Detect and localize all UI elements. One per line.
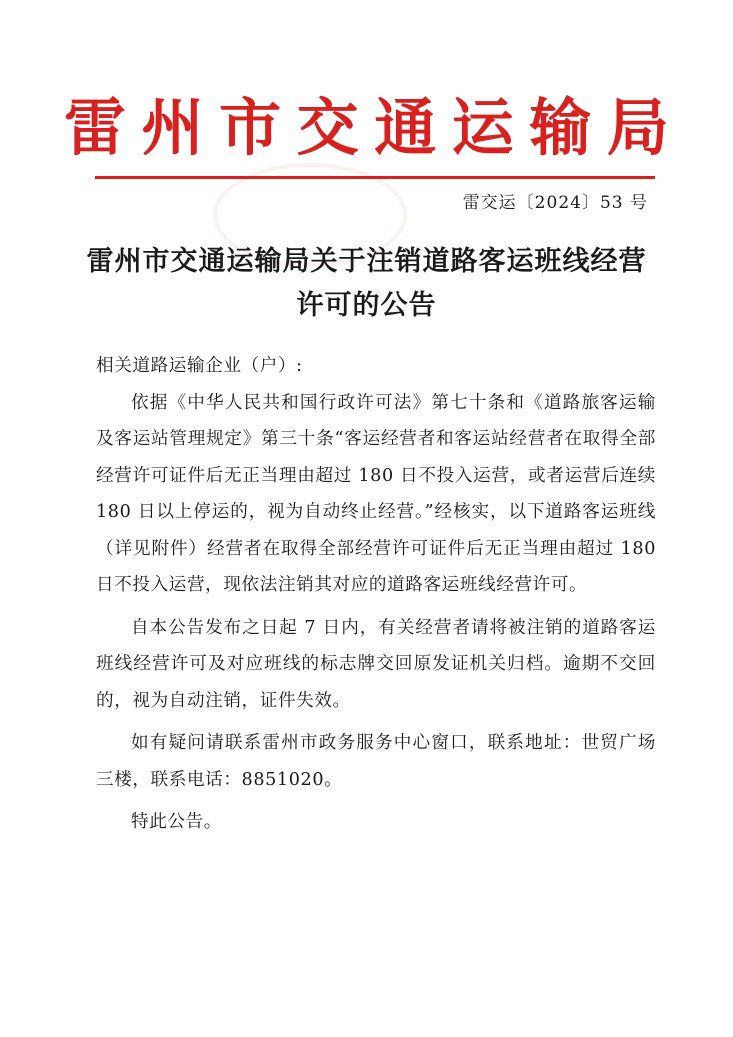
- masthead-divider: [95, 176, 655, 179]
- masthead-char: 输: [529, 91, 592, 164]
- salutation: 相关道路运输企业（户）:: [96, 356, 303, 376]
- masthead-char: 局: [606, 91, 669, 164]
- notice-title: [70, 240, 663, 328]
- masthead-char: 通: [374, 91, 437, 164]
- body-paragraph: 如有疑问请联系雷州市政务服务中心窗口，联系地址：世贸广场三楼，联系电话：8851020。: [96, 733, 656, 790]
- notice-title-line: 许可的公告: [296, 290, 437, 321]
- document-number: 雷交运〔2024〕53 号: [462, 193, 648, 213]
- masthead-char: 市: [219, 91, 282, 164]
- closing-line: 特此公告。: [131, 812, 222, 832]
- notice-title-line: 雷州市交通运输局关于注销道路客运班线经营: [86, 246, 647, 277]
- masthead-char: 运: [451, 91, 514, 164]
- agency-masthead: [60, 88, 673, 168]
- masthead-char: 雷: [63, 91, 126, 164]
- body-paragraph: 自本公告发布之日起 7 日内，有关经营者请将被注销的道路客运班线经营许可及对应班线的标志牌交回原发证机关归档。逾期不交回的，视为自动注销，证件失效。: [96, 617, 656, 711]
- body-paragraph: 依据《中华人民共和国行政许可法》第七十条和《道路旅客运输及客运站管理规定》第三十条“客运经营者和客运站经营者在取得全部经营许可证件后无正当理由超过 180 日不投入运营，或者运营后连续 180 日以上停运的，视为自动终止经营。”经核实，以下道路客运班线（详见附件）经营者在取得全部经营许可证件后无正当理由超过 180 日不投入运营，现依法注销其对应的道路客运班线经营许可。: [96, 392, 656, 595]
- notice-body: [96, 348, 656, 841]
- masthead-char: 州: [141, 91, 204, 164]
- masthead-char: 交: [296, 91, 359, 164]
